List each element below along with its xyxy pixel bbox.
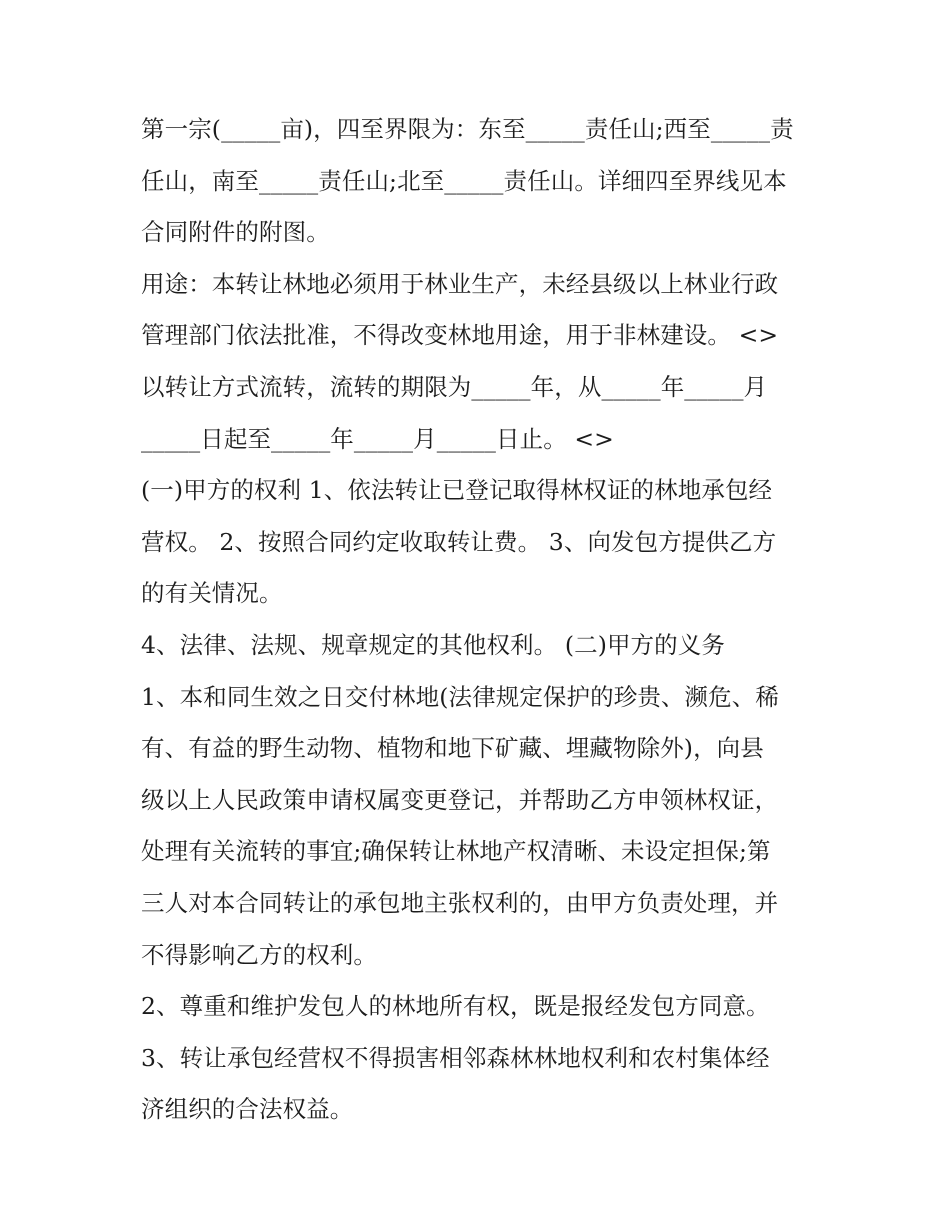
text-line: 第一宗(_____亩)，四至界限为：东至_____责任山;西至_____责 <box>141 115 794 143</box>
text-line: 2、尊重和维护发包人的林地所有权，既是报经发包方同意。 <box>141 992 770 1021</box>
text-line: 级以上人民政策申请权属变更登记，并帮助乙方申领林权证， <box>141 785 779 814</box>
text-line: 处理有关流转的事宜;确保转让林地产权清晰、未设定担保;第 <box>141 837 771 866</box>
text-line: 不得影响乙方的权利。 <box>141 940 377 969</box>
text-line: 的有关情况。 <box>141 579 283 608</box>
text-line: 三人对本合同转让的承包地主张权利的，由甲方负责处理，并 <box>141 888 779 917</box>
text-line: 管理部门依法批准，不得改变林地用途，用于非林建设。 <> <box>141 321 779 350</box>
text-line: 合同附件的附图。 <box>141 218 330 247</box>
text-line: 营权。 2、按照合同约定收取转让费。 3、向发包方提供乙方 <box>141 527 777 556</box>
text-line: 用途：本转让林地必须用于林业生产，未经县级以上林业行政 <box>141 269 779 298</box>
text-line: _____日起至_____年_____月_____日止。 <> <box>141 424 614 453</box>
text-line: 1、本和同生效之日交付林地(法律规定保护的珍贵、濒危、稀 <box>141 682 779 711</box>
text-line: 3、转让承包经营权不得损害相邻森林林地权利和农村集体经 <box>141 1043 770 1072</box>
text-line: 有、有益的野生动物、植物和地下矿藏、埋藏物除外)，向县 <box>141 734 764 763</box>
text-line: 济组织的合法权益。 <box>141 1095 354 1124</box>
text-line: 4、法律、法规、规章规定的其他权利。 (二)甲方的义务 <box>141 630 725 659</box>
text-line: 任山，南至_____责任山;北至_____责任山。详细四至界线见本 <box>141 166 787 195</box>
text-line: 以转让方式流转，流转的期限为_____年，从_____年_____月 <box>141 372 768 401</box>
text-line: (一)甲方的权利 1、依法转让已登记取得林权证的林地承包经 <box>141 476 773 505</box>
document-body <box>141 104 821 1136</box>
